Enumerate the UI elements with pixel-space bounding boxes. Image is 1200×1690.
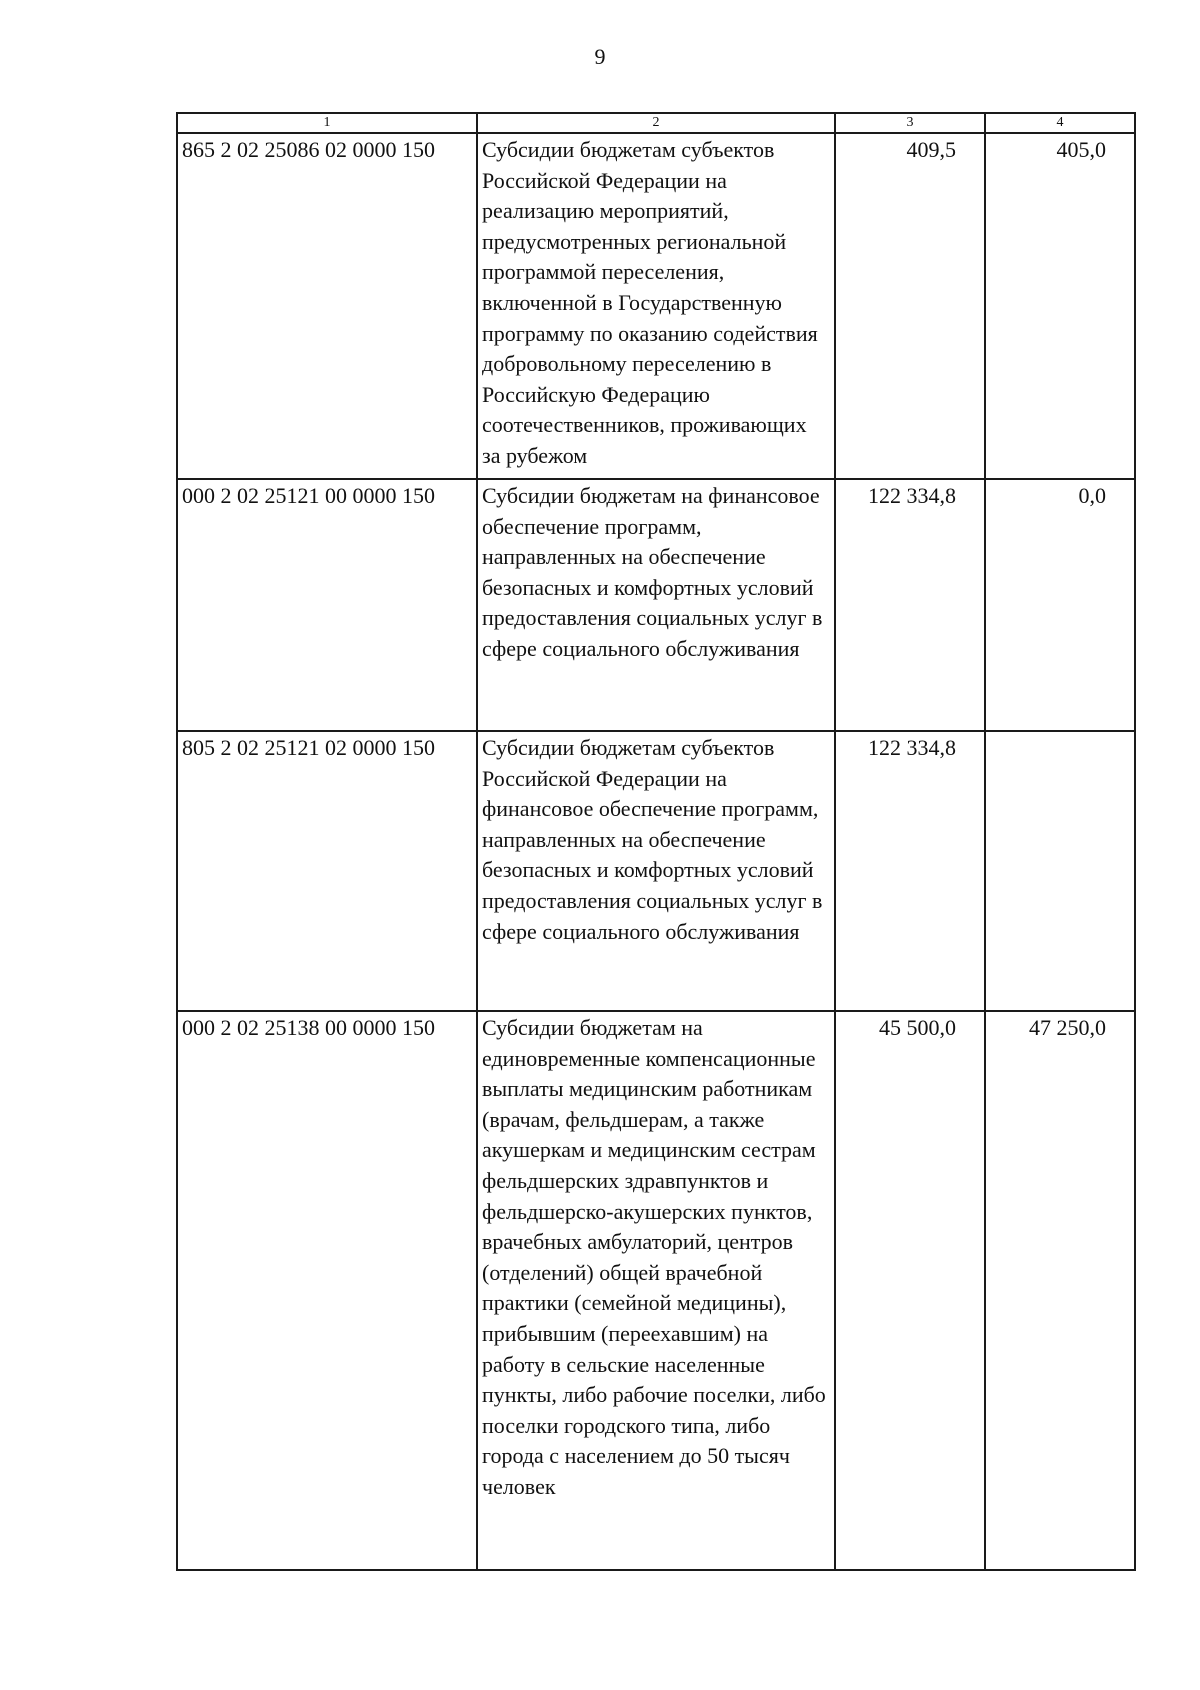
table-row [177,133,1135,479]
table-row [177,479,1135,731]
table-row [177,1011,1135,1570]
amount-col3-cell: 45 500,0 [835,1011,985,1570]
column-header-2: 2 [477,113,835,133]
budget-code-cell: 000 2 02 25138 00 0000 150 [177,1011,477,1570]
column-header-1: 1 [177,113,477,133]
budget-code-cell: 805 2 02 25121 02 0000 150 [177,731,477,1011]
amount-col3-cell: 409,5 [835,133,985,479]
amount-col4-cell: 47 250,0 [985,1011,1135,1570]
description-cell: Субсидии бюджетам субъектов Российской Федерации на реализацию мероприятий, предусмотренных региональной программой переселения, включенной в Государственную программу по оказанию содействия добровольному переселению в Российскую Федерацию соотечественников, проживающих за рубежом [477,133,835,479]
table-header-row [177,113,1135,133]
amount-col3-cell: 122 334,8 [835,731,985,1011]
budget-code-cell: 000 2 02 25121 00 0000 150 [177,479,477,731]
description-cell: Субсидии бюджетам на финансовое обеспечение программ, направленных на обеспечение безопасных и комфортных условий предоставления социальных услуг в сфере социального обслуживания [477,479,835,731]
amount-col4-cell: 405,0 [985,133,1135,479]
description-cell: Субсидии бюджетам субъектов Российской Федерации на финансовое обеспечение программ, направленных на обеспечение безопасных и комфортных условий предоставления социальных услуг в сфере социального обслуживания [477,731,835,1011]
table-row [177,731,1135,1011]
amount-col3-cell: 122 334,8 [835,479,985,731]
column-header-3: 3 [835,113,985,133]
amount-col4-cell [985,731,1135,1011]
description-cell: Субсидии бюджетам на единовременные компенсационные выплаты медицинским работникам (врачам, фельдшерам, а также акушеркам и медицинским сестрам фельдшерских здравпунктов и фельдшерско-акушерских пунктов, врачебных амбулаторий, центров (отделений) общей врачебной практики (семейной медицины), прибывшим (переехавшим) на работу в сельские населенные пункты, либо рабочие поселки, либо поселки городского типа, либо города с населением до 50 тысяч человек [477,1011,835,1570]
budget-table [176,112,1136,1571]
amount-col4-cell: 0,0 [985,479,1135,731]
page-number: 9 [594,44,606,69]
budget-code-cell: 865 2 02 25086 02 0000 150 [177,133,477,479]
column-header-4: 4 [985,113,1135,133]
